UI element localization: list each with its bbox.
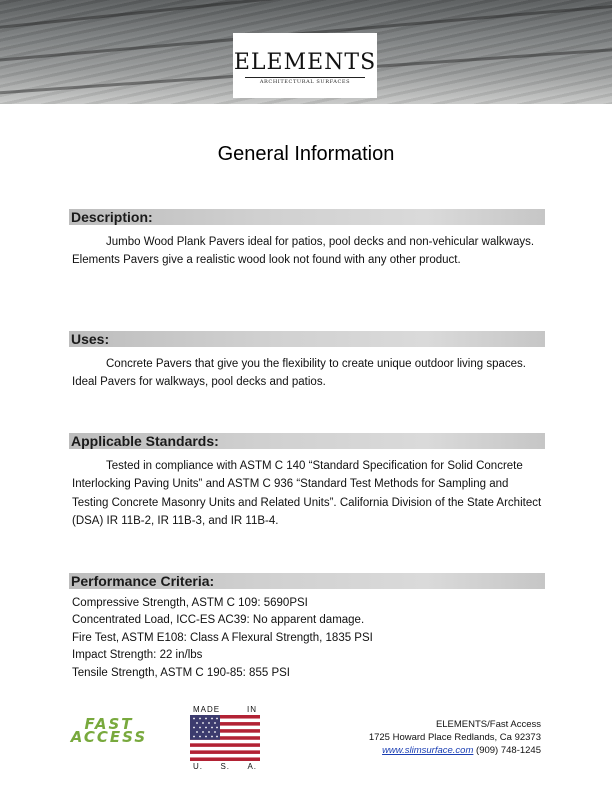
plank-seam [0, 0, 612, 33]
usa-u: U. [193, 762, 203, 771]
logo-rule [245, 77, 365, 78]
criteria-concentrated-load: Concentrated Load, ICC-ES AC39: No apparent damage. [72, 614, 365, 627]
description-heading: Description: [69, 209, 545, 225]
made-in-caption [190, 705, 260, 714]
logo-wordmark: ELEMENTS [233, 50, 377, 75]
standards-text: Tested in compliance with ASTM C 140 “Standard Specification for Solid Concrete Interlocking Paving Units” and ASTM C 936 “Standard Test Methods for Sampling and Testing Concrete Masonry Units and Related Units”. California Division of the State Architect (DSA) IR 11B-2, IR 11B-3, and IR 11B-4. [72, 460, 542, 527]
company-name: ELEMENTS/Fast Access [435, 719, 541, 730]
performance-section [69, 573, 545, 682]
fast-access-line2: ACCESS [70, 728, 148, 746]
standards-heading: Applicable Standards: [69, 433, 545, 449]
header-photo [0, 0, 612, 104]
fast-access-logo [44, 715, 174, 746]
contact-block [369, 718, 541, 757]
criteria-compressive: Compressive Strength, ASTM C 109: 5690PSI [72, 597, 308, 609]
contact-line [369, 744, 541, 757]
in-label: IN [247, 705, 257, 714]
criteria-tensile: Tensile Strength, ASTM C 190-85: 855 PSI [72, 666, 290, 679]
made-label: MADE [193, 705, 221, 714]
usa-a: A. [247, 762, 257, 771]
uses-text: Concrete Pavers that give you the flexibility to create unique outdoor living spaces. Ideal Pavers for walkways, pool decks and patios. [72, 358, 526, 389]
usa-s: S. [220, 762, 230, 771]
logo-tagline: ARCHITECTURAL SURFACES [259, 79, 351, 85]
description-text: Jumbo Wood Plank Pavers ideal for patios, pool decks and non-vehicular walkways. Elements Pavers give a realistic wood look not found with any other product. [72, 236, 535, 267]
description-section [69, 209, 545, 270]
us-flag-icon [190, 715, 260, 761]
criteria-fire-test: Fire Test, ASTM E108: Class A Flexural Strength, 1835 PSI [72, 631, 373, 644]
performance-heading: Performance Criteria: [69, 573, 545, 589]
usa-caption [190, 762, 260, 771]
company-address: 1725 Howard Place Redlands, Ca 92373 [368, 732, 541, 743]
uses-section [69, 331, 545, 392]
fast-access-line1: FAST [84, 715, 134, 733]
made-in-usa-badge [190, 705, 260, 771]
website-link[interactable]: www.slimsurface.com [382, 745, 474, 756]
page-title: General Information [217, 143, 395, 165]
performance-list [69, 595, 545, 682]
elements-logo [233, 33, 377, 98]
standards-section [69, 433, 545, 530]
uses-heading: Uses: [69, 331, 545, 347]
criteria-impact: Impact Strength: 22 in/lbs [72, 649, 203, 662]
phone-number: (909) 748-1245 [476, 745, 541, 756]
